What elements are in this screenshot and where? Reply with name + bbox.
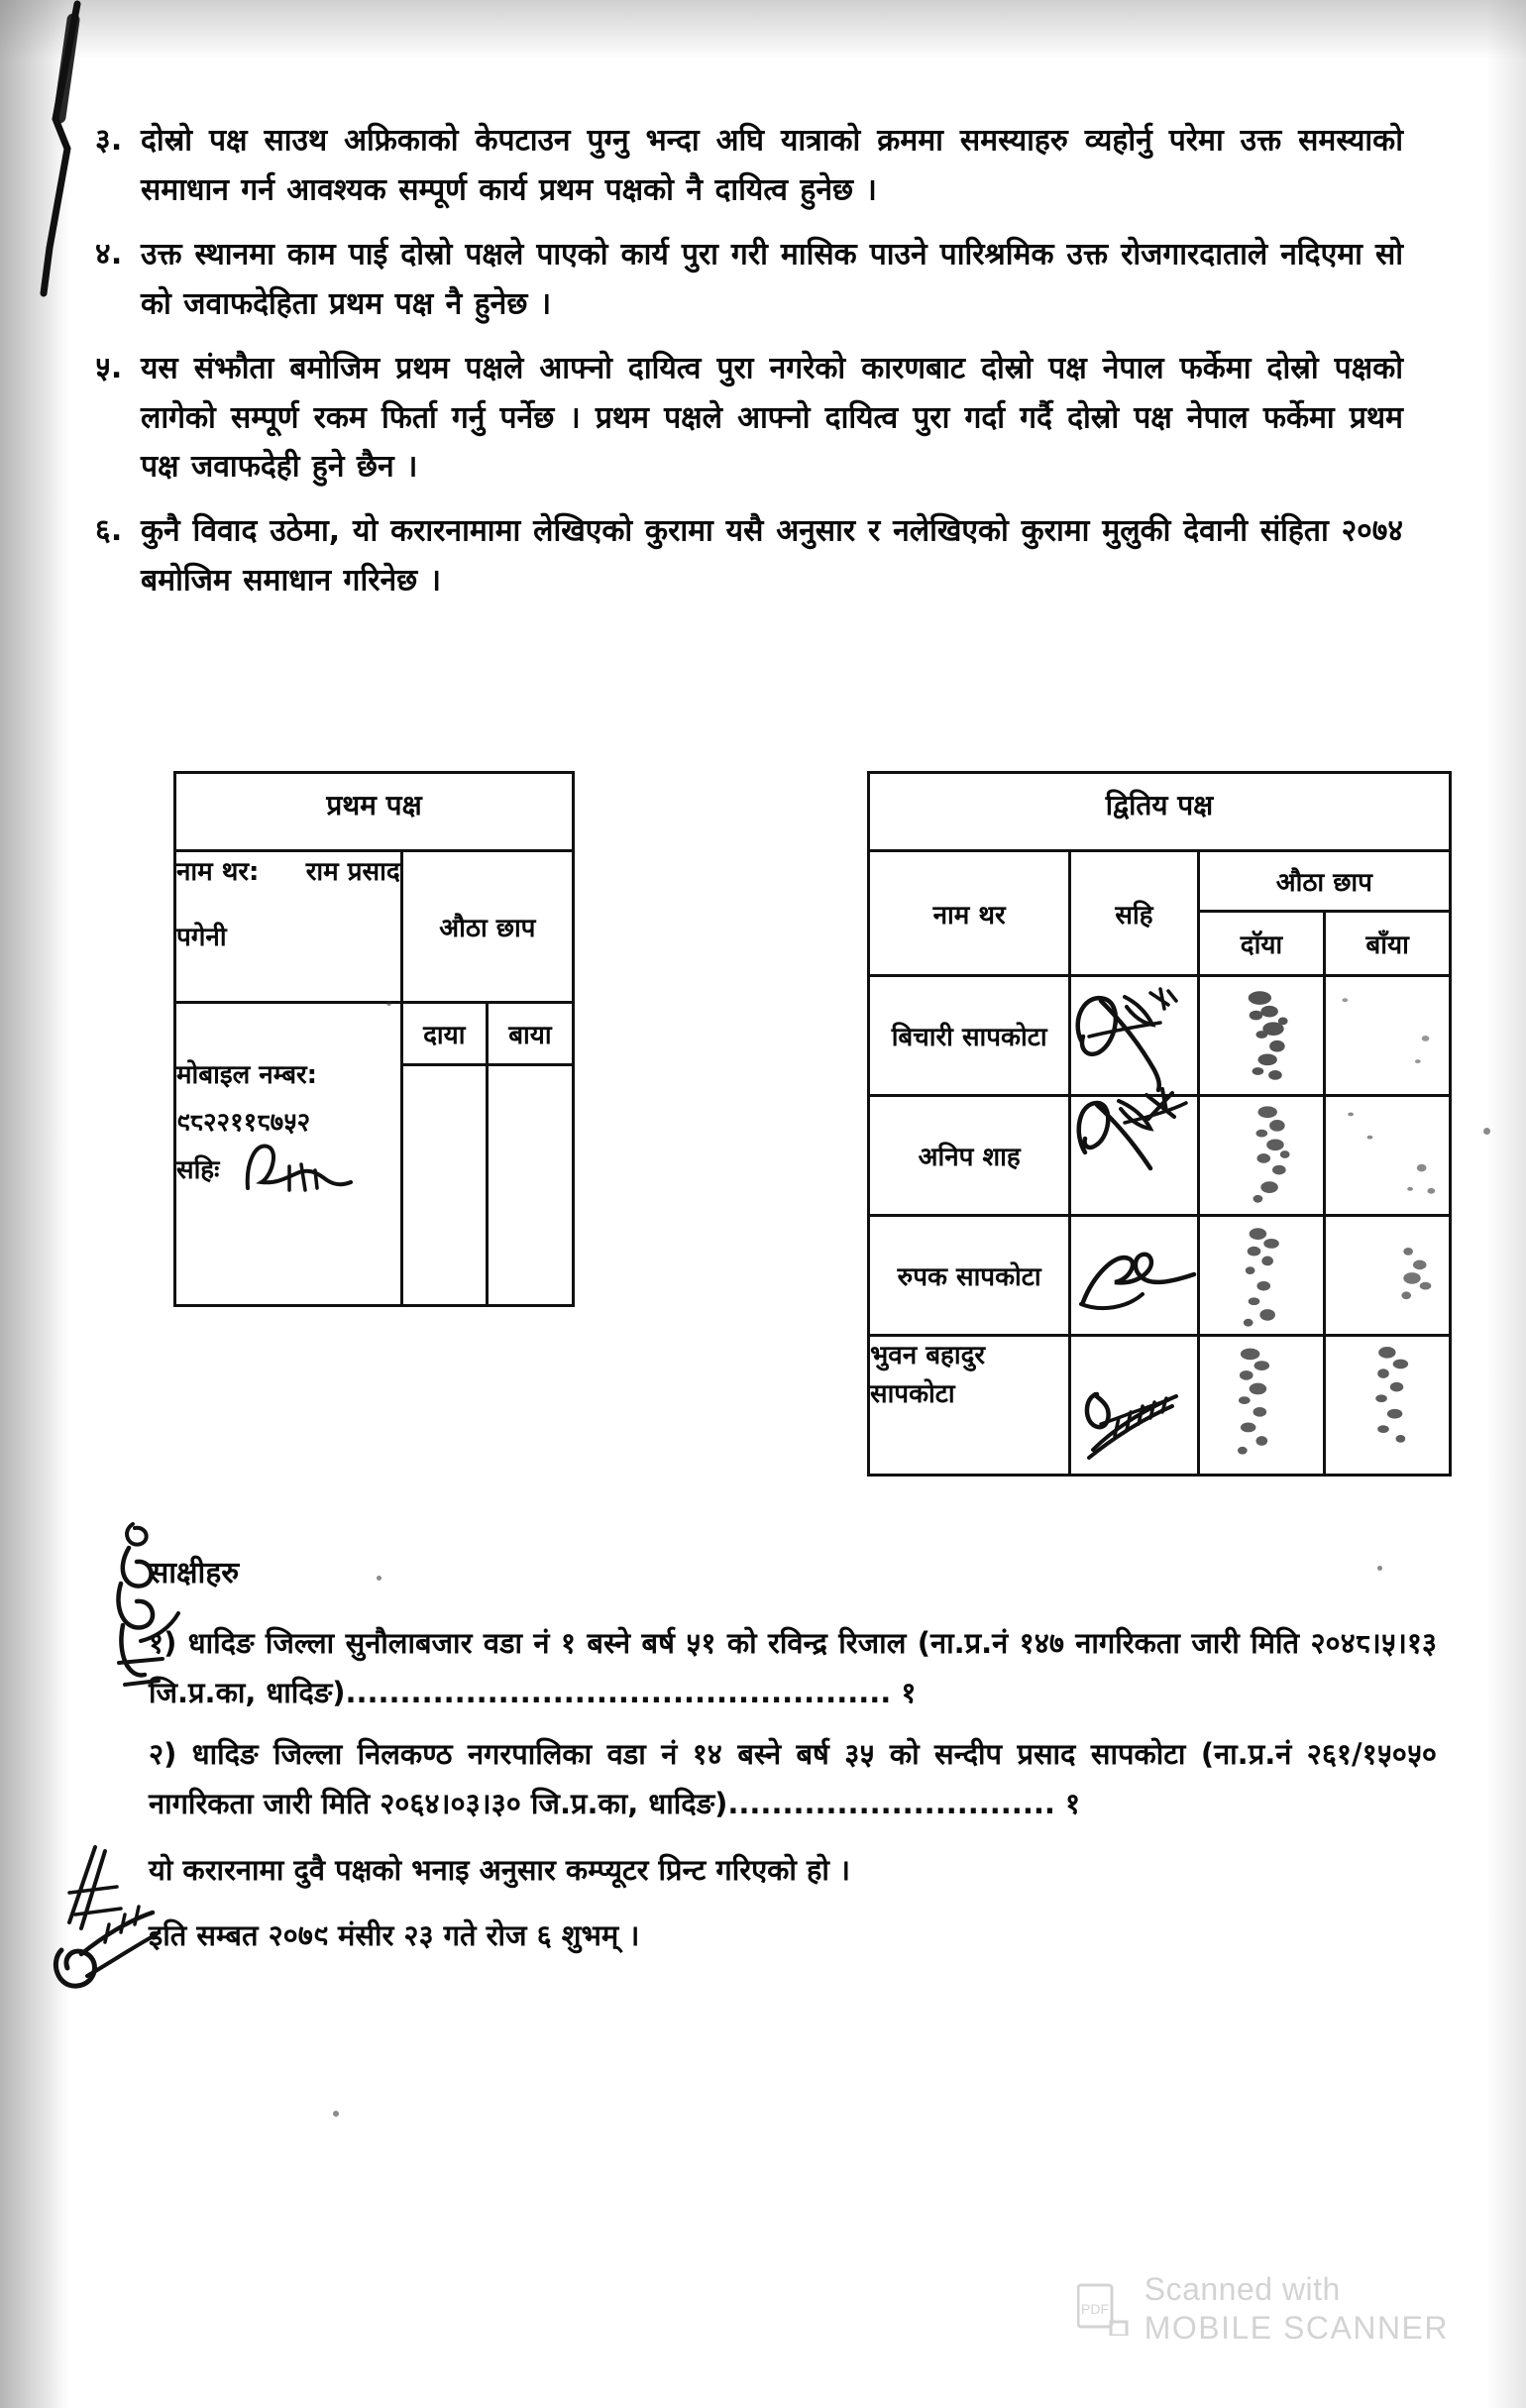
clause-number: ३.: [95, 123, 123, 158]
signature-label: सहिः: [176, 1155, 220, 1186]
witness-count: १: [1064, 1786, 1081, 1820]
thumbprint-area: [403, 1066, 486, 1304]
signature-area: [1071, 1337, 1196, 1474]
thumbprint-area: [1326, 977, 1449, 1094]
second-party-thumb-right: [1198, 1336, 1325, 1476]
paper-fold-mark: [38, 0, 83, 297]
clause-text: यस संझौता बमोजिम प्रथम पक्षले आफ्नो दायित्व पुरा नगरेको कारणबाट दोस्रो पक्ष नेपाल फर्केमा दोस्रो पक्षको लागेको सम्पूर्ण रकम फिर्ता गर्नु पर्नेछ । प्रथम पक्षले आफ्नो दायित्व पुरा गर्दा गर्दै दोस्रो पक्ष नेपाल फर्केमा प्रथम पक्ष जवाफदेही हुने छैन ।: [141, 351, 1403, 486]
table-row: [869, 1216, 1451, 1336]
second-party-row-name-text: भुवन बहादुर सापकोटा: [870, 1341, 986, 1409]
second-party-thumb-right: [1198, 1216, 1325, 1336]
second-party-row-signature: [1070, 1336, 1198, 1476]
table-row: [175, 1003, 574, 1065]
second-party-thumb-right: [1198, 1096, 1325, 1216]
thumbprint-smudge: [1200, 1097, 1324, 1214]
clause-item: [95, 507, 1403, 603]
second-party-row-signature: [1070, 1216, 1198, 1336]
signature-rupak-sapkota: [1071, 1231, 1212, 1320]
scan-speck: [333, 2111, 339, 2117]
first-party-contact-cell: [175, 1003, 402, 1306]
second-party-thumb-left-label: बाँया: [1325, 912, 1451, 976]
thumbprint-smudge: [1200, 977, 1324, 1094]
clause-item: [95, 117, 1403, 213]
first-party-name-line: [176, 852, 400, 892]
name-value: राम प्रसाद: [305, 857, 400, 887]
second-party-row-signature: [1070, 1096, 1198, 1216]
second-party-thumb-left: [1325, 976, 1451, 1096]
thumbprint-area: [1200, 1097, 1324, 1214]
first-party-name-cell: [175, 851, 402, 1003]
second-party-row-signature: [1070, 976, 1198, 1096]
clause-text: दोस्रो पक्ष साउथ अफ्रिकाको केपटाउन पुग्नु भन्दा अघि यात्राको क्रममा समस्याहरु व्यहोर्नु परेमा उक्त समस्याको समाधान गर्न आवश्यक सम्पूर्ण कार्य प्रथम पक्षको नै दायित्व हुनेछ ।: [141, 123, 1403, 208]
witness-count: १: [901, 1675, 917, 1709]
mobile-number: ९८२२११८७५२: [176, 1108, 311, 1139]
closing-line-date: इति सम्बत २०७९ मंसीर २३ गते रोज ६ शुभम् ।: [149, 1918, 640, 1953]
scanner-watermark: [1077, 2270, 1449, 2347]
witness-text: धादिङ जिल्ला सुनौलाबजार वडा नं १ बस्ने बर्ष ५१ को रविन्द्र रिजाल (ना.प्र.नं १४७ नागरिकता जारी मिति २०४८।५।१३ जि.प्र.का, धादिङ): [149, 1626, 1437, 1709]
second-party-col-signature: सहि: [1070, 851, 1198, 976]
witness-heading: साक्षीहरु: [149, 1556, 240, 1590]
clause-item: [95, 345, 1403, 490]
clause-item: [95, 231, 1403, 327]
first-party-surname: पगेनी: [176, 923, 227, 953]
first-party-thumb-left-cell: [487, 1065, 573, 1306]
second-party-col-name: नाम थर: [869, 851, 1070, 976]
table-row: [175, 851, 574, 1003]
signature-area: [1071, 1217, 1196, 1334]
second-party-thumb-left: [1325, 1216, 1451, 1336]
mobile-label: मोबाइल नम्बर:: [176, 1060, 318, 1090]
thumbprint-area: [489, 1066, 572, 1304]
thumbprint-area: [1200, 1217, 1324, 1334]
second-party-thumb-right-label: दाॅया: [1198, 912, 1325, 976]
thumbprint-smudge: [1200, 1217, 1324, 1334]
witness-marker: १): [149, 1626, 177, 1660]
scan-speck: [1483, 1128, 1490, 1135]
second-party-col-thumb: औठा छाप: [1198, 851, 1450, 912]
first-party-signature-label-wrap: [176, 1147, 400, 1194]
witness-dots: ..................................................: [345, 1675, 892, 1709]
witness-dots: ..............................: [727, 1786, 1055, 1820]
scan-shadow-right: [1486, 0, 1526, 2408]
table-row: [869, 976, 1451, 1096]
witness-signature-2: [36, 1833, 164, 2012]
second-party-table: [867, 771, 1452, 1477]
second-party-row-name: अनिप शाह: [869, 1096, 1070, 1216]
thumbprint-area: [1200, 1337, 1324, 1474]
first-party-thumb-right-cell: [401, 1065, 487, 1306]
witness-section: [149, 1551, 1437, 1961]
second-party-row-name: रुपक सापकोटा: [869, 1216, 1070, 1336]
table-row: [869, 1336, 1451, 1476]
second-party-title: द्वितिय पक्ष: [869, 773, 1451, 851]
signature-area: [1071, 1097, 1196, 1214]
clause-number: ५.: [95, 351, 123, 386]
thumbprint-smudge: [1326, 1337, 1449, 1474]
second-party-row-name: बिचारी सापकोटा: [869, 976, 1070, 1096]
signature-bichari-sapkota: [1065, 979, 1214, 1094]
scan-shadow-left: [0, 0, 69, 2408]
thumbprint-smudge: [1326, 1217, 1449, 1334]
table-row: [869, 773, 1451, 851]
witness-item: [149, 1730, 1437, 1829]
pdf-icon: [1077, 2282, 1129, 2336]
second-party-thumb-right: [1198, 976, 1325, 1096]
first-party-title: प्रथम पक्ष: [175, 773, 574, 851]
witness-text: धादिङ जिल्ला निलकण्ठ नगरपालिका वडा नं १४ बस्ने बर्ष ३५ को सन्दीप प्रसाद सापकोटा (ना.प्र.नं २६१/१५०५० नागरिकता जारी मिति २०६४।०३।३० जि.प्र.का, धादिङ): [149, 1736, 1437, 1820]
watermark-line-1: Scanned with: [1144, 2271, 1341, 2308]
signature-tables: [173, 771, 1452, 1477]
second-party-row-name: [869, 1336, 1070, 1476]
clause-number: ६.: [95, 513, 123, 549]
table-row: [175, 773, 574, 851]
thumbprint-area: [1326, 1217, 1449, 1334]
witness-item: [149, 1619, 1437, 1718]
clause-text: उक्त स्थानमा काम पाई दोस्रो पक्षले पाएको कार्य पुरा गरी मासिक पाउने पारिश्रमिक उक्त रोजगारदाताले नदिएमा सो को जवाफदेहिता प्रथम पक्ष नै हुनेछ ।: [141, 237, 1403, 322]
thumbprint-area: [1200, 977, 1324, 1094]
signature-bhuwan-bahadur-sapkota: [1073, 1365, 1212, 1470]
thumbprint-smudge: [1200, 1337, 1324, 1474]
first-party-thumb-left-label: बाया: [487, 1003, 573, 1065]
clause-list: [95, 117, 1403, 621]
thumbprint-smudge: [1326, 1097, 1449, 1214]
scan-shadow-top: [0, 0, 1526, 59]
clause-text: कुनै विवाद उठेमा, यो करारनामामा लेखिएको कुरामा यसै अनुसार र नलेखिएको कुरामा मुलुकी देवानी संहिता २०७४ बमोजिम समाधान गरिनेछ ।: [141, 513, 1403, 599]
clause-number: ४.: [95, 237, 123, 273]
closing-line-print-statement: यो करारनामा दुवै पक्षको भनाइ अनुसार कम्प्यूटर प्रिन्ट गरिएको हो ।: [149, 1852, 850, 1887]
thumbprint-smudge: [1326, 977, 1449, 1094]
first-party-thumb-header: औठा छाप: [401, 851, 573, 1003]
table-row: [869, 1096, 1451, 1216]
thumbprint-area: [1326, 1337, 1449, 1474]
first-party-table: [173, 771, 575, 1307]
thumbprint-area: [1326, 1097, 1449, 1214]
watermark-text: [1144, 2270, 1449, 2347]
table-row: [869, 851, 1451, 912]
second-party-thumb-left: [1325, 1336, 1451, 1476]
first-party-thumb-right-label: दाया: [401, 1003, 487, 1065]
second-party-thumb-left: [1325, 1096, 1451, 1216]
signature-area: [1071, 977, 1196, 1094]
watermark-line-2: MOBILE SCANNER: [1144, 2309, 1449, 2346]
name-label: नाम थर:: [176, 857, 260, 887]
svg-text:PDF: PDF: [1080, 2300, 1109, 2317]
witness-marker: २): [149, 1736, 177, 1771]
